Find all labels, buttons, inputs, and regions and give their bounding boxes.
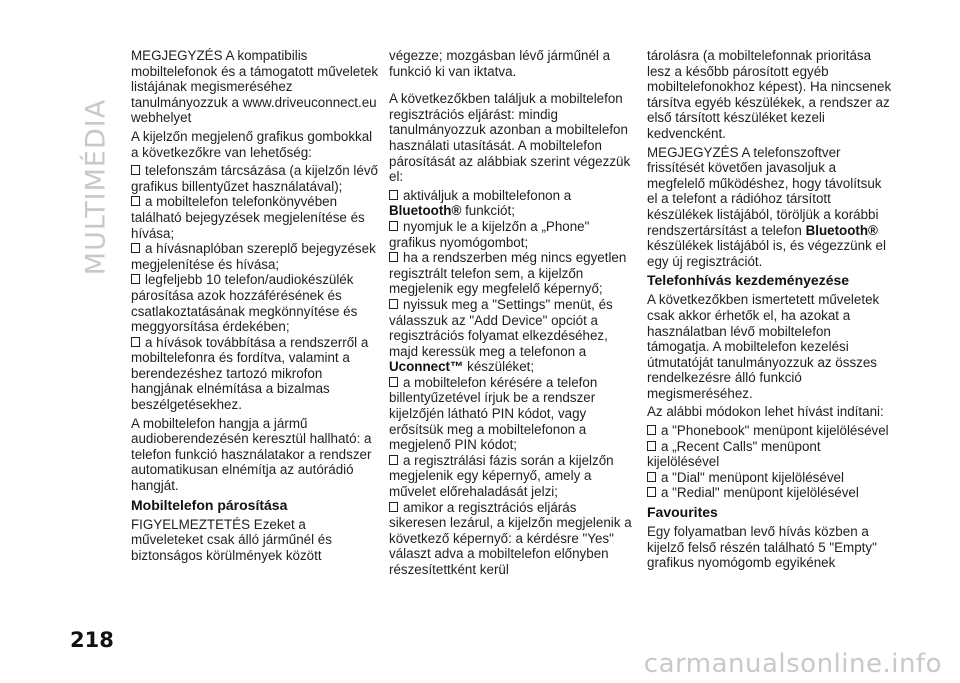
list-item: amikor a regisztrációs eljárás sikeresen lezárul, a kijelzőn megjelenik a következő képernyő: a kérdésre "Yes" választ adva a mobiltelefon előnyben részesítettként kerül xyxy=(389,499,632,577)
bullet-box-icon xyxy=(389,221,398,231)
list-item: a "Dial" menüpont kijelölésével xyxy=(647,470,895,486)
paragraph: A kijelzőn megjelenő grafikus gombokkal a következőkre van lehetőség: xyxy=(131,128,373,160)
text-column-1 xyxy=(131,48,379,566)
list-item: a mobiltelefon kérésére a telefon billentyűzetével írjuk be a rendszer kijelzőjén látható PIN kódot, vagy erősítsük meg a mobiltelefonon a megjelenő PIN kódot; xyxy=(389,374,598,453)
list-item: legfeljebb 10 telefon/audiokészülék párosítása azok hozzáférésének és csatlakoztatásának megkönnyítése és meggyorsítása érdekében; xyxy=(131,272,358,335)
paragraph: A következőkben találjuk a mobiltelefon regisztrációs eljárást: mindig tanulmányozzuk azonban a mobiltelefon használati utasítását. A mobiltelefon párosítását az alábbiak szerint végezzük el: xyxy=(389,91,631,185)
list-item: a hívások továbbítása a rendszerről a mobiltelefonra és fordítva, valamint a berendezéshez tartozó mikrofon hangjának elnémítása a bizalmas beszélgetésekhez. xyxy=(131,334,369,413)
paragraph: Az alábbi módokon lehet hívást indítani: xyxy=(647,404,884,420)
bullet-box-icon xyxy=(389,455,398,465)
list-item: nyissuk meg a "Settings" menüt, és válasszuk az "Add Device" opciót a regisztrációs folyamat elkezdéséhez, majd keressük meg a telefonon a Uconnect™ készüléket; xyxy=(389,296,613,375)
list-item: a "Redial" menüpont kijelölésével xyxy=(647,485,895,501)
page-number: 218 xyxy=(70,628,114,652)
list-item: a mobiltelefon telefonkönyvében található bejegyzések megjelenítése és hívása; xyxy=(131,194,365,241)
bullet-box-icon xyxy=(647,425,656,435)
paragraph: tárolásra (a mobiltelefonnak prioritása lesz a később párosított egyéb mobiltelefonokhoz képest). Ha nincsenek társítva egyéb készülékek, a rendszer az első társított készüléket kezeli kedvencként. xyxy=(647,48,892,141)
section-heading: Mobiltelefon párosítása xyxy=(131,496,288,513)
list-item: a „Recent Calls" menüpont kijelölésével xyxy=(647,438,821,470)
paragraph: MEGJEGYZÉS A telefonszoftver frissítését követően javasoljuk a megfelelő működéshez, hogy távolítsuk el a telefont a rádióhoz társított készülékek listájából, töröljük a korábbi rendszertársítást a telefon Bluetooth® készülékek listájából is, és végezzünk el egy új regisztrációt. xyxy=(647,144,886,269)
list-item: aktiváljuk a mobiltelefonon a Bluetooth® funkciót; xyxy=(389,187,572,219)
bullet-box-icon xyxy=(131,196,140,206)
section-heading: Favourites xyxy=(647,504,718,521)
bullet-box-icon xyxy=(389,299,398,309)
watermark: carmanualsonline.info xyxy=(643,649,942,679)
paragraph: végezze; mozgásban lévő járműnél a funkció ki van iktatva. xyxy=(389,48,611,79)
paragraph: FIGYELMEZTETÉS Ezeket a műveleteket csak álló járműnél és biztonságos körülmények között xyxy=(131,516,332,563)
bullet-box-icon xyxy=(131,337,140,347)
section-heading: Telefonhívás kezdeményezése xyxy=(647,272,850,289)
bullet-box-icon xyxy=(389,502,398,512)
list-item: a hívásnaplóban szereplő bejegyzések megjelenítése és hívása; xyxy=(131,241,376,272)
bullet-box-icon xyxy=(647,441,656,451)
bullet-box-icon xyxy=(389,190,398,200)
text-column-3 xyxy=(647,48,895,574)
section-side-label: MULTIMÉDIA xyxy=(80,98,112,276)
bullet-box-icon xyxy=(131,165,140,175)
bullet-box-icon xyxy=(131,274,140,284)
bullet-box-icon xyxy=(647,472,656,482)
list-item: ha a rendszerben még nincs egyetlen regisztrált telefon sem, a kijelzőn megjelenik egy megfelelő képernyő; xyxy=(389,250,627,297)
paragraph: Egy folyamatban levő hívás közben a kijelző felső részén található 5 "Empty" grafikus nyomógomb egyikének xyxy=(647,524,877,571)
bullet-box-icon xyxy=(647,487,656,497)
list-item: telefonszám tárcsázása (a kijelzőn lévő grafikus billentyűzet használatával); xyxy=(131,163,378,194)
list-item: nyomjuk le a kijelzőn a „Phone" grafikus nyomógombot; xyxy=(389,218,590,250)
paragraph: A mobiltelefon hangja a jármű audioberendezésén keresztül hallható: a telefon funkció használatakor a rendszer automatikusan elnémítja az autórádió hangját. xyxy=(131,415,372,494)
paragraph: MEGJEGYZÉS A kompatibilis mobiltelefonok és a támogatott műveletek listájának megismeréséhez tanulmányozzuk a www.driveuconnect.eu webhelyet xyxy=(131,48,379,126)
paragraph: A következőkben ismertetett műveletek csak akkor érhetők el, ha azokat a használatban lévő mobiltelefon támogatja. A mobiltelefon kezelési útmutatóját tanulmányozzuk az összes rendelkezésre álló funkció megismeréséhez. xyxy=(647,292,880,401)
bullet-box-icon xyxy=(389,377,398,387)
bullet-box-icon xyxy=(131,243,140,253)
bullet-box-icon xyxy=(389,252,398,262)
text-column-2 xyxy=(389,48,637,578)
list-item: a regisztrálási fázis során a kijelzőn megjelenik egy képernyő, amely a művelet előrehaladását jelzi; xyxy=(389,452,614,500)
list-item: a "Phonebook" menüpont kijelölésével xyxy=(647,423,895,439)
